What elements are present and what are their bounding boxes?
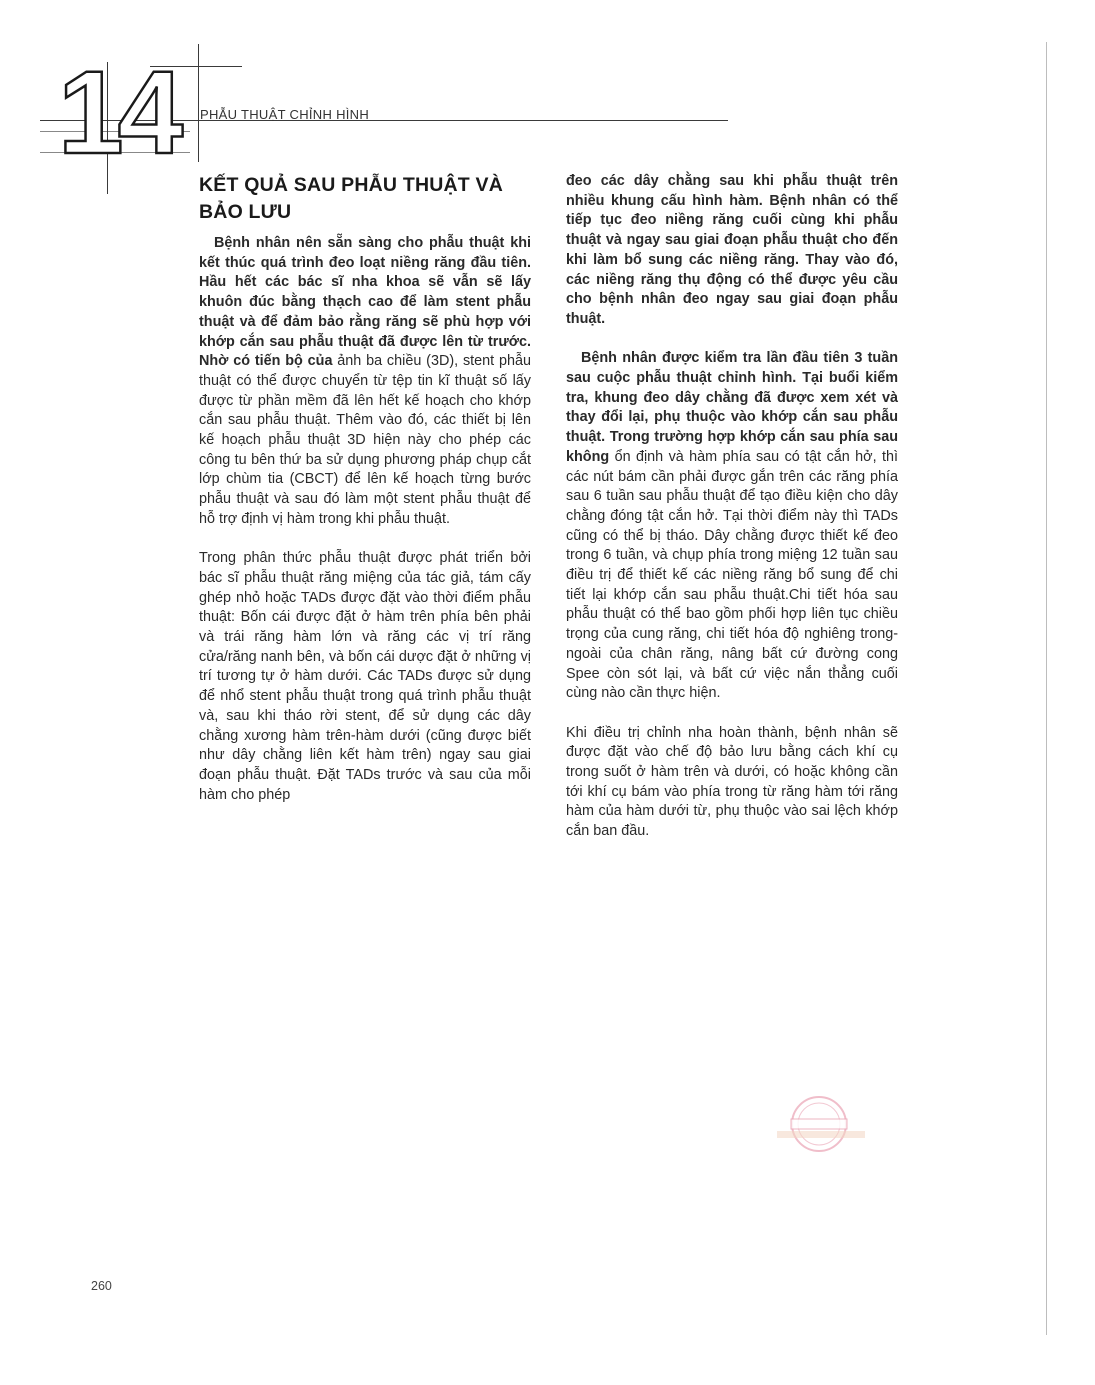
chapter-number: 14 — [58, 47, 178, 179]
left-paragraph-1-bold: Bệnh nhân nên sẵn sàng cho phẫu thuật khi kết thúc quá trình đeo loạt niềng răng đầu tiên. Hầu hết các bác sĩ nha khoa sẽ vẫn sẽ lấy khuôn đúc bằng thạch cao để làm stent phẫu thuật và để đảm bảo rằng răng sẽ phù hợp với khớp cắn sau phẫu thuật đã được lên từ trước. Nhờ có tiến bộ của — [199, 235, 531, 370]
left-paragraph-2: Trong phân thức phẫu thuật được phát triển bởi bác sĩ phẫu thuật răng miệng của tác giả, tám cấy ghép nhỏ hoặc TADs được đặt vào thời điểm phẫu thuật: Bốn cái được đặt ở hàm trên phía bên phải và trái răng hàm lớn và răng các vị trí răng cửa/răng nanh bên, và bốn cái dược đặt ở những vị trí tương tự ở hàm dưới. Các TADs được sử dụng để nhổ stent phẫu thuật trong quá trình phẫu thuật và, sau khi tháo rời stent, để sử dụng các dây chằng xương hàm trên-hàm dưới (cũng được biết như dây chằng liên kết hàm trên) ngay sau giai đoạn phẫu thuật. Đặt TADs trước và sau của mỗi hàm cho phép — [199, 550, 531, 803]
right-paragraph-1: đeo các dây chằng sau khi phẫu thuật trên nhiều khung cấu hình hàm. Bệnh nhân có thể tiếp tục đeo niềng răng cuối cùng khi phẫu thuật và ngay sau giai đoạn phẫu thuật cho đến khi làm bổ sung các niềng răng. Thay vào đó, các niềng răng thụ động có thể được yêu cầu cho bệnh nhân đeo ngay sau giai đoạn phẫu thuật. — [566, 173, 898, 327]
right-paragraph-2-bold: Bệnh nhân được kiểm tra lần đầu tiên 3 tuần sau cuộc phẫu thuật chỉnh hình. Tại buổi kiểm tra, khung đeo dây chằng đã được xem xét và thay đổi lại, phụ thuộc vào khớp cắn sau phẫu thuật. Trong trường hợp khớp cắn sau phía sau không — [566, 350, 898, 465]
right-column — [566, 172, 898, 842]
left-column — [199, 172, 531, 805]
left-paragraph-1-regular: ảnh ba chiều (3D), stent phẫu thuật có thể được chuyển từ tệp tin kĩ thuật số lấy được từ phần mềm đã lên hết kế hoạch cho khớp cắn sau phẫu thuật. Thêm vào đó, các thiết bị lên kế hoạch phẫu thuật 3D hiện này cho phép các công tu bên thứ ba sử dụng phương pháp chụp cắt lớp chùm tia (CBCT) để lên kế hoạch từng bước phẫu thuật và sau đó làm một stent phẫu thuật để hỗ trợ định vị hàm trong khi phẫu thuật. — [199, 353, 531, 527]
publisher-stamp-icon — [771, 1093, 871, 1157]
page-number: 260 — [91, 1279, 112, 1293]
chapter-title: PHẪU THUẬT CHỈNH HÌNH — [200, 107, 370, 122]
page-edge-line — [1046, 42, 1047, 1335]
left-paragraph-1 — [199, 234, 531, 530]
section-heading: KẾT QUẢ SAU PHẪU THUẬT VÀ BẢO LƯU — [199, 174, 504, 223]
header-guide-line-vertical-right — [198, 44, 199, 162]
right-paragraph-3: Khi điều trị chỉnh nha hoàn thành, bệnh nhân sẽ được đặt vào chế độ bảo lưu bằng cách khí cụ trong suốt ở hàm trên và dưới, có hoặc không cần tới khí cụ bám vào phía trong từ răng hàm tới răng hàm của hàm dưới từ, phụ thuộc vào sai lệch khớp cắn ban đầu. — [566, 724, 898, 840]
right-paragraph-2-regular: ổn định và hàm phía sau có tật cắn hở, thì các nút bám cần phải được gắn trên các răng phía sau 6 tuần sau phẫu thuật để tạo điều kiện cho dây chằng đóng tật cắn hở. Tại thời điểm này thì TADs cũng có thể bị tháo. Dây chằng được thiết kế đeo trong 6 tuần, và chụp phía trong miệng 12 tuần sau điều trị để thiết kế các niềng răng bổ sung để chi tiết lại khớp cắn sau phẫu thuật.Chi tiết hóa sau phẫu thuật có thể bao gồm phối hợp liên tục chiều trọng của cung răng, chi tiết hóa độ nghiêng trong-ngoài của chân răng, nâng bất cứ đường cong Spee còn sót lại, và bất cứ việc nắn thẳng cuối cùng nào cần thực hiện. — [566, 448, 898, 702]
right-paragraph-2 — [566, 349, 898, 704]
